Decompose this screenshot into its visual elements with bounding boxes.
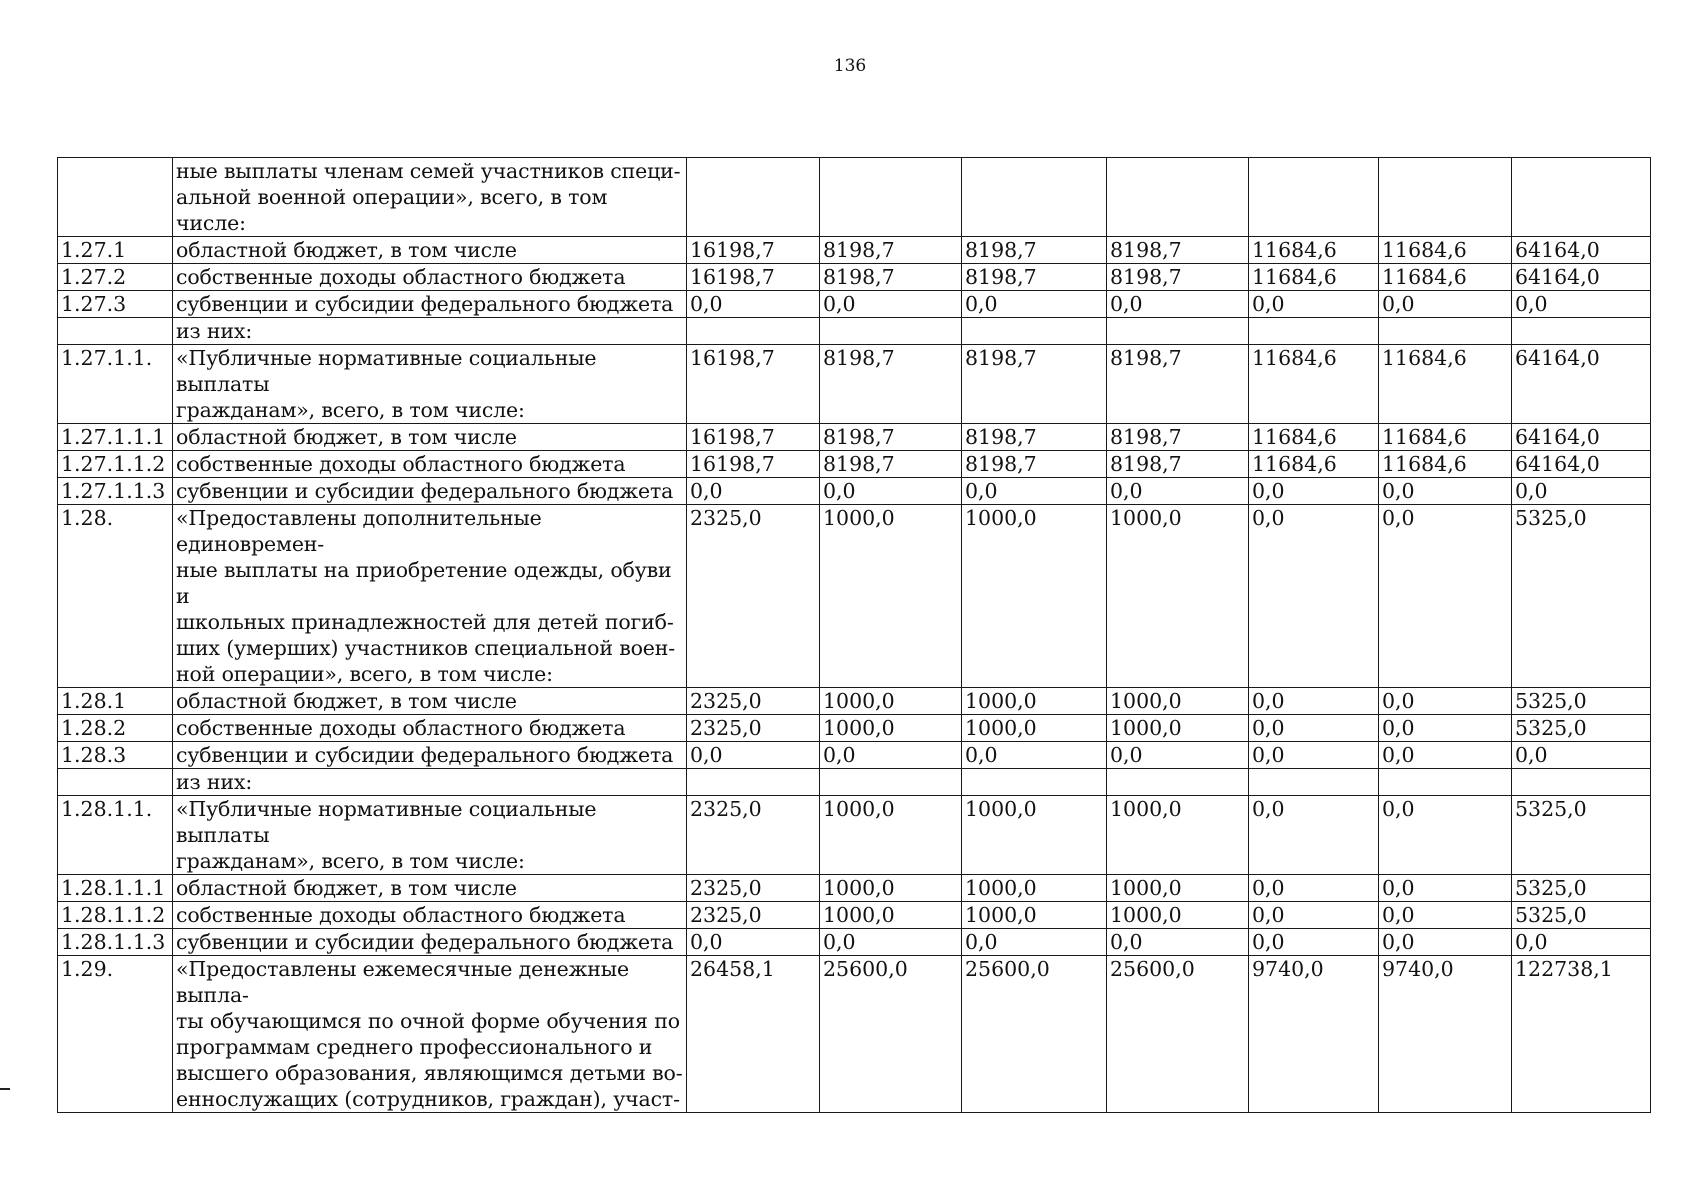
value-cell: 9740,0 (1249, 956, 1379, 1113)
value-cell: 0,0 (687, 478, 820, 505)
row-code-cell: 1.28.2 (58, 715, 173, 742)
value-cell: 0,0 (1249, 291, 1379, 318)
value-cell: 122738,1 (1512, 956, 1651, 1113)
description-line: областной бюджет, в том числе (176, 238, 517, 262)
value-cell: 0,0 (820, 742, 962, 769)
value-cell: 1000,0 (820, 505, 962, 688)
value-cell: 2325,0 (687, 902, 820, 929)
row-description-cell (173, 796, 687, 875)
row-code-cell (58, 769, 173, 796)
table-row (58, 956, 1651, 1113)
value-cell: 5325,0 (1512, 875, 1651, 902)
value-cell: 8198,7 (1107, 264, 1249, 291)
value-cell: 11684,6 (1379, 424, 1512, 451)
value-cell: 0,0 (820, 929, 962, 956)
row-description-cell (173, 956, 687, 1113)
row-description-cell (173, 318, 687, 345)
value-cell: 11684,6 (1249, 264, 1379, 291)
table-row (58, 237, 1651, 264)
value-cell: 11684,6 (1249, 451, 1379, 478)
value-cell: 8198,7 (1107, 237, 1249, 264)
row-code-cell (58, 158, 173, 237)
value-cell: 0,0 (820, 478, 962, 505)
value-cell: 8198,7 (1107, 424, 1249, 451)
value-cell (1512, 769, 1651, 796)
description-line: альной военной операции», всего, в том числе: (176, 185, 608, 235)
value-cell: 8198,7 (962, 345, 1107, 424)
description-line: ные выплаты членам семей участников специ- (176, 159, 681, 183)
value-cell (687, 318, 820, 345)
value-cell: 0,0 (820, 291, 962, 318)
value-cell: 1000,0 (962, 688, 1107, 715)
value-cell (1249, 318, 1379, 345)
value-cell: 1000,0 (962, 505, 1107, 688)
description-line: областной бюджет, в том числе (176, 876, 517, 900)
description-line: из них: (176, 319, 253, 343)
page-number: 136 (833, 56, 867, 76)
value-cell (962, 318, 1107, 345)
value-cell: 0,0 (1107, 291, 1249, 318)
value-cell (820, 158, 962, 237)
description-line: субвенции и субсидии федерального бюджета (176, 743, 674, 767)
row-description-cell (173, 742, 687, 769)
value-cell: 64164,0 (1512, 237, 1651, 264)
value-cell (1379, 158, 1512, 237)
value-cell: 8198,7 (820, 345, 962, 424)
value-cell: 0,0 (1107, 478, 1249, 505)
row-code-cell (58, 318, 173, 345)
table-row (58, 505, 1651, 688)
value-cell: 2325,0 (687, 796, 820, 875)
row-description-cell (173, 158, 687, 237)
value-cell: 9740,0 (1379, 956, 1512, 1113)
margin-mark (0, 1088, 10, 1090)
row-code-cell: 1.27.1 (58, 237, 173, 264)
value-cell: 2325,0 (687, 505, 820, 688)
value-cell: 11684,6 (1379, 237, 1512, 264)
description-line: ших (умерших) участников специальной воен- (176, 636, 676, 660)
value-cell: 16198,7 (687, 345, 820, 424)
value-cell: 11684,6 (1249, 237, 1379, 264)
value-cell: 0,0 (687, 291, 820, 318)
description-line: собственные доходы областного бюджета (176, 265, 626, 289)
value-cell: 16198,7 (687, 451, 820, 478)
value-cell: 0,0 (1512, 929, 1651, 956)
value-cell: 2325,0 (687, 688, 820, 715)
value-cell: 1000,0 (820, 902, 962, 929)
row-description-cell (173, 237, 687, 264)
description-line: собственные доходы областного бюджета (176, 452, 626, 476)
description-line: из них: (176, 770, 253, 794)
description-line: ной операции», всего, в том числе: (176, 662, 553, 686)
description-line: «Предоставлены дополнительные единовремен- (176, 506, 542, 556)
value-cell: 0,0 (1512, 291, 1651, 318)
description-line: программам среднего профессионального и (176, 1035, 653, 1059)
value-cell: 64164,0 (1512, 424, 1651, 451)
value-cell: 64164,0 (1512, 345, 1651, 424)
value-cell (1249, 769, 1379, 796)
table-row (58, 451, 1651, 478)
value-cell: 0,0 (1379, 902, 1512, 929)
description-line: школьных принадлежностей для детей погиб- (176, 610, 674, 634)
row-description-cell (173, 451, 687, 478)
value-cell (1107, 158, 1249, 237)
value-cell: 0,0 (1379, 875, 1512, 902)
row-description-cell (173, 291, 687, 318)
value-cell: 11684,6 (1249, 345, 1379, 424)
value-cell: 1000,0 (1107, 902, 1249, 929)
value-cell (1512, 318, 1651, 345)
table-row (58, 478, 1651, 505)
value-cell: 1000,0 (1107, 796, 1249, 875)
row-code-cell: 1.27.2 (58, 264, 173, 291)
row-code-cell: 1.28.1.1.2 (58, 902, 173, 929)
value-cell: 1000,0 (820, 688, 962, 715)
value-cell (1379, 318, 1512, 345)
value-cell: 1000,0 (820, 875, 962, 902)
table-row (58, 769, 1651, 796)
value-cell: 0,0 (1249, 875, 1379, 902)
description-line: еннослужащих (сотрудников, граждан), участ- (176, 1087, 680, 1111)
value-cell (1379, 769, 1512, 796)
value-cell: 8198,7 (820, 424, 962, 451)
row-code-cell: 1.27.3 (58, 291, 173, 318)
table-row (58, 318, 1651, 345)
description-line: гражданам», всего, в том числе: (176, 398, 525, 422)
value-cell: 0,0 (1379, 688, 1512, 715)
row-code-cell: 1.27.1.1.1 (58, 424, 173, 451)
table-row (58, 742, 1651, 769)
row-description-cell (173, 264, 687, 291)
description-line: собственные доходы областного бюджета (176, 716, 626, 740)
description-line: «Публичные нормативные социальные выплаты (176, 346, 597, 396)
value-cell: 1000,0 (962, 875, 1107, 902)
value-cell: 0,0 (962, 742, 1107, 769)
value-cell: 1000,0 (962, 715, 1107, 742)
value-cell: 0,0 (962, 478, 1107, 505)
value-cell: 25600,0 (1107, 956, 1249, 1113)
value-cell: 25600,0 (820, 956, 962, 1113)
value-cell: 0,0 (1249, 478, 1379, 505)
value-cell: 8198,7 (962, 264, 1107, 291)
value-cell: 0,0 (962, 291, 1107, 318)
description-line: «Предоставлены ежемесячные денежные выпла- (176, 957, 629, 1007)
value-cell: 1000,0 (1107, 875, 1249, 902)
value-cell: 1000,0 (962, 796, 1107, 875)
row-code-cell: 1.28. (58, 505, 173, 688)
value-cell: 11684,6 (1379, 451, 1512, 478)
row-description-cell (173, 688, 687, 715)
value-cell: 11684,6 (1379, 345, 1512, 424)
description-line: субвенции и субсидии федерального бюджета (176, 479, 674, 503)
value-cell: 8198,7 (820, 264, 962, 291)
value-cell: 0,0 (1249, 715, 1379, 742)
value-cell: 5325,0 (1512, 796, 1651, 875)
table-row (58, 424, 1651, 451)
description-line: гражданам», всего, в том числе: (176, 849, 525, 873)
row-code-cell: 1.28.1.1. (58, 796, 173, 875)
row-description-cell (173, 902, 687, 929)
value-cell: 26458,1 (687, 956, 820, 1113)
value-cell (1512, 158, 1651, 237)
description-line: областной бюджет, в том числе (176, 425, 517, 449)
value-cell: 5325,0 (1512, 902, 1651, 929)
row-description-cell (173, 505, 687, 688)
table-row (58, 796, 1651, 875)
table-row (58, 715, 1651, 742)
row-description-cell (173, 769, 687, 796)
table-row (58, 929, 1651, 956)
table-row (58, 345, 1651, 424)
value-cell (962, 158, 1107, 237)
row-description-cell (173, 715, 687, 742)
description-line: ты обучающимся по очной форме обучения по (176, 1009, 680, 1033)
budget-table (57, 157, 1651, 1113)
value-cell: 0,0 (1379, 505, 1512, 688)
row-code-cell: 1.28.1.1.1 (58, 875, 173, 902)
row-code-cell: 1.28.1.1.3 (58, 929, 173, 956)
value-cell (1249, 158, 1379, 237)
value-cell: 2325,0 (687, 875, 820, 902)
value-cell: 25600,0 (962, 956, 1107, 1113)
row-code-cell: 1.27.1.1.2 (58, 451, 173, 478)
value-cell: 0,0 (1379, 478, 1512, 505)
value-cell: 11684,6 (1249, 424, 1379, 451)
value-cell: 1000,0 (1107, 505, 1249, 688)
row-description-cell (173, 875, 687, 902)
value-cell (1107, 769, 1249, 796)
row-description-cell (173, 478, 687, 505)
description-line: областной бюджет, в том числе (176, 689, 517, 713)
value-cell: 0,0 (1107, 929, 1249, 956)
value-cell: 1000,0 (962, 902, 1107, 929)
value-cell (962, 769, 1107, 796)
row-code-cell: 1.28.3 (58, 742, 173, 769)
table-row (58, 688, 1651, 715)
value-cell: 8198,7 (1107, 345, 1249, 424)
value-cell: 0,0 (1249, 902, 1379, 929)
description-line: субвенции и субсидии федерального бюджета (176, 292, 674, 316)
value-cell (820, 318, 962, 345)
table-body (58, 158, 1651, 1113)
row-code-cell: 1.27.1.1.3 (58, 478, 173, 505)
description-line: ные выплаты на приобретение одежды, обуви и (176, 558, 672, 608)
value-cell: 8198,7 (962, 237, 1107, 264)
row-code-cell: 1.29. (58, 956, 173, 1113)
value-cell: 16198,7 (687, 424, 820, 451)
value-cell: 16198,7 (687, 264, 820, 291)
description-line: высшего образования, являющимся детьми во- (176, 1061, 683, 1085)
value-cell: 64164,0 (1512, 451, 1651, 478)
table-row (58, 264, 1651, 291)
value-cell (820, 769, 962, 796)
value-cell: 0,0 (1379, 929, 1512, 956)
value-cell: 0,0 (1249, 929, 1379, 956)
row-description-cell (173, 424, 687, 451)
value-cell: 0,0 (687, 742, 820, 769)
value-cell (687, 158, 820, 237)
value-cell: 1000,0 (820, 715, 962, 742)
table-row (58, 875, 1651, 902)
value-cell: 0,0 (1379, 796, 1512, 875)
row-description-cell (173, 929, 687, 956)
value-cell: 2325,0 (687, 715, 820, 742)
value-cell: 0,0 (1249, 742, 1379, 769)
value-cell: 16198,7 (687, 237, 820, 264)
value-cell: 0,0 (962, 929, 1107, 956)
value-cell: 0,0 (1249, 688, 1379, 715)
row-description-cell (173, 345, 687, 424)
value-cell: 8198,7 (820, 451, 962, 478)
description-line: собственные доходы областного бюджета (176, 903, 626, 927)
value-cell: 5325,0 (1512, 715, 1651, 742)
value-cell: 0,0 (1379, 291, 1512, 318)
description-line: субвенции и субсидии федерального бюджета (176, 930, 674, 954)
table-row (58, 902, 1651, 929)
value-cell: 1000,0 (1107, 715, 1249, 742)
value-cell: 5325,0 (1512, 505, 1651, 688)
value-cell: 1000,0 (1107, 688, 1249, 715)
value-cell: 0,0 (687, 929, 820, 956)
value-cell: 0,0 (1107, 742, 1249, 769)
value-cell: 0,0 (1379, 742, 1512, 769)
value-cell: 0,0 (1249, 796, 1379, 875)
value-cell: 8198,7 (820, 237, 962, 264)
value-cell: 0,0 (1249, 505, 1379, 688)
value-cell: 8198,7 (1107, 451, 1249, 478)
value-cell: 8198,7 (962, 451, 1107, 478)
row-code-cell: 1.28.1 (58, 688, 173, 715)
description-line: «Публичные нормативные социальные выплаты (176, 797, 597, 847)
table-row (58, 158, 1651, 237)
table-row (58, 291, 1651, 318)
value-cell: 0,0 (1512, 742, 1651, 769)
value-cell: 64164,0 (1512, 264, 1651, 291)
value-cell (687, 769, 820, 796)
value-cell: 11684,6 (1379, 264, 1512, 291)
value-cell: 5325,0 (1512, 688, 1651, 715)
value-cell: 0,0 (1379, 715, 1512, 742)
value-cell: 0,0 (1512, 478, 1651, 505)
row-code-cell: 1.27.1.1. (58, 345, 173, 424)
value-cell: 8198,7 (962, 424, 1107, 451)
value-cell: 1000,0 (820, 796, 962, 875)
value-cell (1107, 318, 1249, 345)
